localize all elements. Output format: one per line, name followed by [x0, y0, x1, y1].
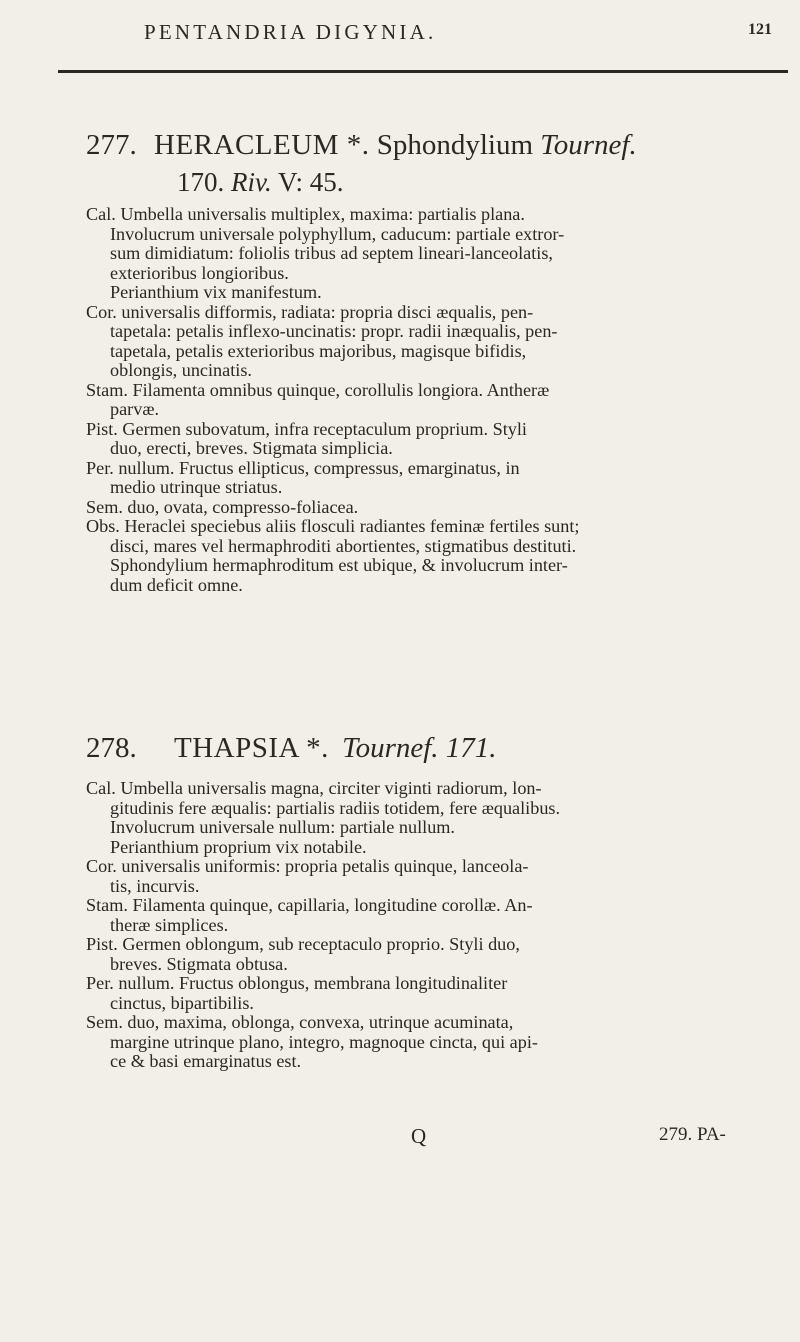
desc-line: Cor. universalis uniformis: propria petalis quinque, lanceola- [86, 856, 529, 876]
entry-description-thapsia [86, 779, 776, 1072]
desc-line: medio utrinque striatus. [110, 477, 283, 497]
desc-line: Sem. duo, ovata, compresso-foliacea. [86, 496, 359, 517]
running-title: PENTANDRIA DIGYNIA. [144, 20, 437, 44]
desc-line: dum deficit omne. [110, 574, 243, 595]
desc-line: Pist. Germen subovatum, infra receptaculum proprium. Styli [86, 418, 527, 439]
desc-line: Cal. Umbella universalis multiplex, maxima: partialis plana. [86, 204, 525, 224]
desc-line: Pist. Germen oblongum, sub receptaculo proprio. Styli duo, [86, 934, 520, 954]
desc-line: Perianthium proprium vix notabile. [110, 836, 367, 857]
entry-heading-heracleum [86, 129, 637, 162]
desc-line: Sem. duo, maxima, oblonga, convexa, utrinque acuminata, [86, 1012, 514, 1032]
desc-line: Stam. Filamenta quinque, capillaria, longitudine corollæ. An- [86, 895, 533, 915]
desc-line: parvæ. [110, 399, 159, 419]
desc-line: gitudinis fere æqualis: partialis radiis totidem, fere æqualibus. [110, 797, 561, 818]
desc-line: exterioribus longioribus. [110, 262, 289, 283]
desc-line: theræ simplices. [110, 914, 229, 935]
desc-line: sum dimidiatum: foliolis tribus ad septem lineari-lanceolatis, [110, 243, 553, 263]
genus-name: THAPSIA *. [174, 732, 329, 764]
desc-line: breves. Stigmata obtusa. [110, 953, 288, 974]
desc-line: Involucrum universale nullum: partiale nullum. [110, 817, 455, 837]
desc-line: cinctus, bipartibilis. [110, 992, 254, 1013]
desc-line: oblongis, uncinatis. [110, 360, 252, 380]
desc-line: Perianthium vix manifestum. [110, 282, 322, 302]
desc-line: tapetala: petalis inflexo-uncinatis: propr. radii inæqualis, pen- [110, 321, 558, 341]
entry-heading-thapsia [86, 732, 497, 765]
entry-description-heracleum [86, 205, 776, 595]
authority: Tournef. [540, 129, 637, 161]
reference-line: 170. Riv. V: 45. [177, 167, 344, 197]
header-rule [58, 70, 788, 73]
signature-mark: Q [411, 1124, 427, 1148]
page-number: 121 [748, 21, 772, 38]
desc-line: disci, mares vel hermaphroditi abortientes, stigmatibus destituti. [110, 535, 577, 556]
desc-line: Cal. Umbella universalis magna, circiter viginti radiorum, lon- [86, 778, 542, 798]
desc-line: Involucrum universale polyphyllum, caducum: partiale extror- [110, 223, 565, 244]
synonym: Sphondylium [376, 129, 534, 161]
catchword: 279. PA- [659, 1124, 726, 1145]
desc-line: duo, erecti, breves. Stigmata simplicia. [110, 438, 393, 458]
entry-number: 277. [86, 129, 137, 161]
desc-line: Per. nullum. Fructus ellipticus, compressus, emarginatus, in [86, 457, 520, 478]
desc-line: Cor. universalis difformis, radiata: propria disci æqualis, pen- [86, 301, 534, 322]
desc-line: Per. nullum. Fructus oblongus, membrana longitudinaliter [86, 973, 508, 993]
entry-number: 278. [86, 732, 137, 764]
genus-name: HERACLEUM *. [154, 129, 370, 161]
desc-line: tis, incurvis. [110, 875, 200, 896]
desc-line: ce & basi emarginatus est. [110, 1051, 302, 1071]
desc-line: Obs. Heraclei speciebus aliis flosculi radiantes feminæ fertiles sunt; [86, 516, 580, 536]
desc-line: tapetala, petalis exterioribus majoribus, magisque bifidis, [110, 340, 527, 361]
desc-line: margine utrinque plano, integro, magnoque cincta, qui api- [110, 1031, 538, 1052]
desc-line: Stam. Filamenta omnibus quinque, corollulis longiora. Antheræ [86, 379, 550, 400]
authority: Tournef. 171. [342, 732, 497, 764]
desc-line: Sphondylium hermaphroditum est ubique, & involucrum inter- [110, 555, 568, 575]
